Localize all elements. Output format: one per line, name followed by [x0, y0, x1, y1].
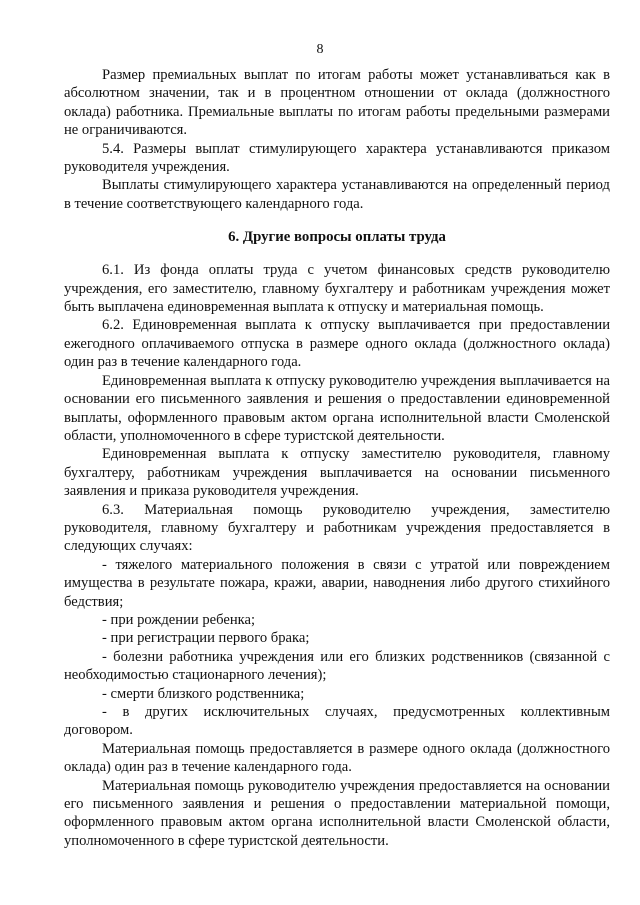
list-item: - тяжелого материального положения в связи с утратой или повреждением имущества в результате пожара, кражи, аварии, наводнения либо другого стихийного бедствия; — [64, 556, 610, 610]
paragraph: Единовременная выплата к отпуску руководителю учреждения выплачивается на основании его письменного заявления и решения о предоставлении единовременной выплаты, оформленного правовым актом органа исполнительной власти Смоленской области, уполномоченного в сфере туристской деятельности. — [64, 372, 610, 444]
paragraph: Материальная помощь руководителю учреждения предоставляется на основании его письменного заявления и решения о предоставлении материальной помощи, оформленного правовым актом органа исполнительной власти Смоленской области, уполномоченного в сфере туристской деятельности. — [64, 777, 610, 849]
paragraph: 5.4. Размеры выплат стимулирующего характера устанавливаются приказом руководителя учреждения. — [64, 140, 610, 176]
paragraph: Материальная помощь предоставляется в размере одного оклада (должностного оклада) один раз в течение календарного года. — [64, 740, 610, 776]
paragraph: 6.2. Единовременная выплата к отпуску выплачивается при предоставлении ежегодного оплачиваемого отпуска в размере одного оклада (должностного оклада) один раз в течение календарного года. — [64, 317, 610, 371]
list-item: - болезни работника учреждения или его близких родственников (связанной с необходимостью стационарного лечения); — [64, 648, 610, 684]
paragraph: Единовременная выплата к отпуску заместителю руководителя, главному бухгалтеру, работникам учреждения выплачивается на основании письменного заявления и приказа руководителя учреждения. — [64, 446, 610, 500]
list-item: - в других исключительных случаях, предусмотренных коллективным договором. — [64, 704, 610, 739]
paragraph: 6.1. Из фонда оплаты труда с учетом финансовых средств руководителю учреждения, его заместителю, главному бухгалтеру и работникам учреждения может быть выплачена единовременная выплата к отпуску и материальная помощь. — [64, 262, 610, 316]
section-heading: 6. Другие вопросы оплаты труда — [228, 229, 446, 246]
list-item: - при регистрации первого брака; — [102, 630, 310, 647]
list-item: - смерти близкого родственника; — [102, 685, 305, 702]
page-number: 8 — [316, 42, 324, 57]
paragraph: 6.3. Материальная помощь руководителю учреждения, заместителю руководителя, главному бухгалтеру и работникам учреждения предоставляется в следующих случаях: — [64, 501, 610, 555]
paragraph: Выплаты стимулирующего характера устанавливаются на определенный период в течение соответствующего календарного года. — [64, 177, 610, 212]
paragraph: Размер премиальных выплат по итогам работы может устанавливаться как в абсолютном значении, так и в процентном отношении от оклада (должностного оклада) работника. Премиальные выплаты по итогам работы предельными размерами не ограничиваются. — [64, 67, 610, 139]
list-item: - при рождении ребенка; — [102, 611, 256, 628]
document-body — [64, 66, 610, 850]
